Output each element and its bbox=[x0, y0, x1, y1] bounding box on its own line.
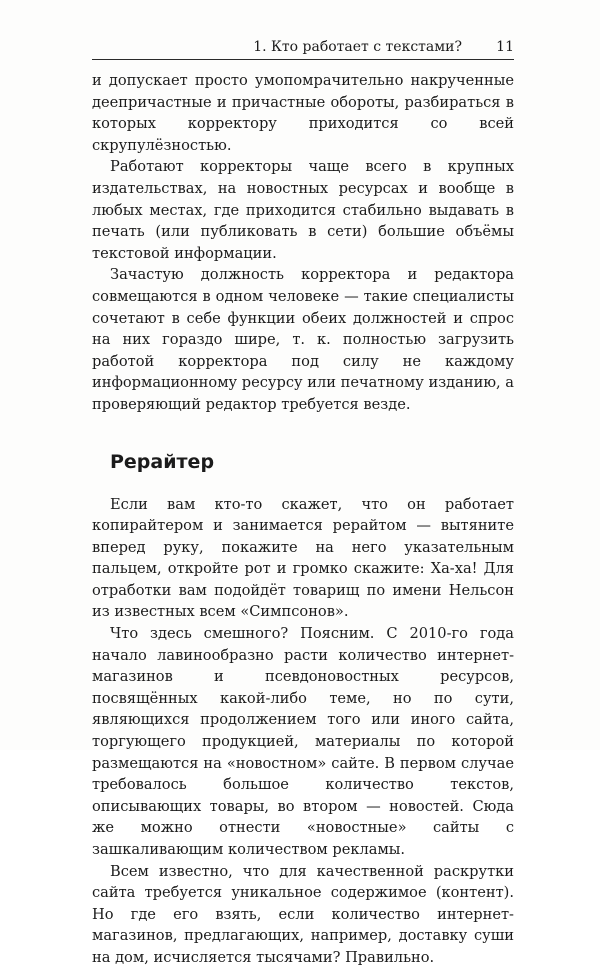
paragraph: Если вам кто-то скажет, что он работает копирайтером и занимается рерайтом — вытяните вперед руку, покажите на него указательным пальцем, откройте рот и громко скажите: Ха-ха! Для отработки вам подойдёт товарищ по имени Нельсон из известных всем «Симпсонов». bbox=[92, 495, 514, 621]
page-number: 11 bbox=[496, 39, 514, 55]
running-title: 1. Кто работает с текстами? bbox=[253, 39, 462, 55]
page-body bbox=[92, 70, 514, 969]
paragraph-continuation: и допускает просто умопомрачительно накрученные деепричастные и причастные обороты, разбираться в которых корректору приходится со всей скрупулёзностью. bbox=[92, 72, 514, 154]
paragraph: Что здесь смешного? Поясним. С 2010-го года начало лавинообразно расти количество интернет-магазинов и псевдоновостных ресурсов, посвящённых какой-либо теме, но по сути, являющихся продолжением того или иного сайта, торгующего продукцией, материалы по которой размещаются на «новостном» сайте. В первом случае требовалось большое количество текстов, описывающих товары, во втором — новостей. Сюда же можно отнести «новостные» сайты с зашкаливающим количеством рекламы. bbox=[92, 625, 514, 858]
paragraph: Всем известно, что для качественной раскрутки сайта требуется уникальное содержимое (контент). Но где его взять, если количество интернет-магазинов, предлагающих, например, доставку суши на дом, исчисляется тысячами? Правильно. bbox=[92, 862, 514, 966]
section-heading: Рерайтер bbox=[110, 450, 215, 473]
paragraph: Зачастую должность корректора и редактора совмещаются в одном человеке — такие специалисты сочетают в себе функции обеих должностей и спрос на них гораздо шире, т. к. полностью загрузить работой корректора под силу не каждому информационному ресурсу или печатному изданию, а проверяющий редактор требуется везде. bbox=[92, 266, 515, 413]
running-header bbox=[92, 37, 514, 60]
paragraph: Работают корректоры чаще всего в крупных издательствах, на новостных ресурсах и вообще в любых местах, где приходится стабильно выдавать в печать (или публиковать в сети) большие объёмы текстовой информации. bbox=[92, 158, 514, 262]
